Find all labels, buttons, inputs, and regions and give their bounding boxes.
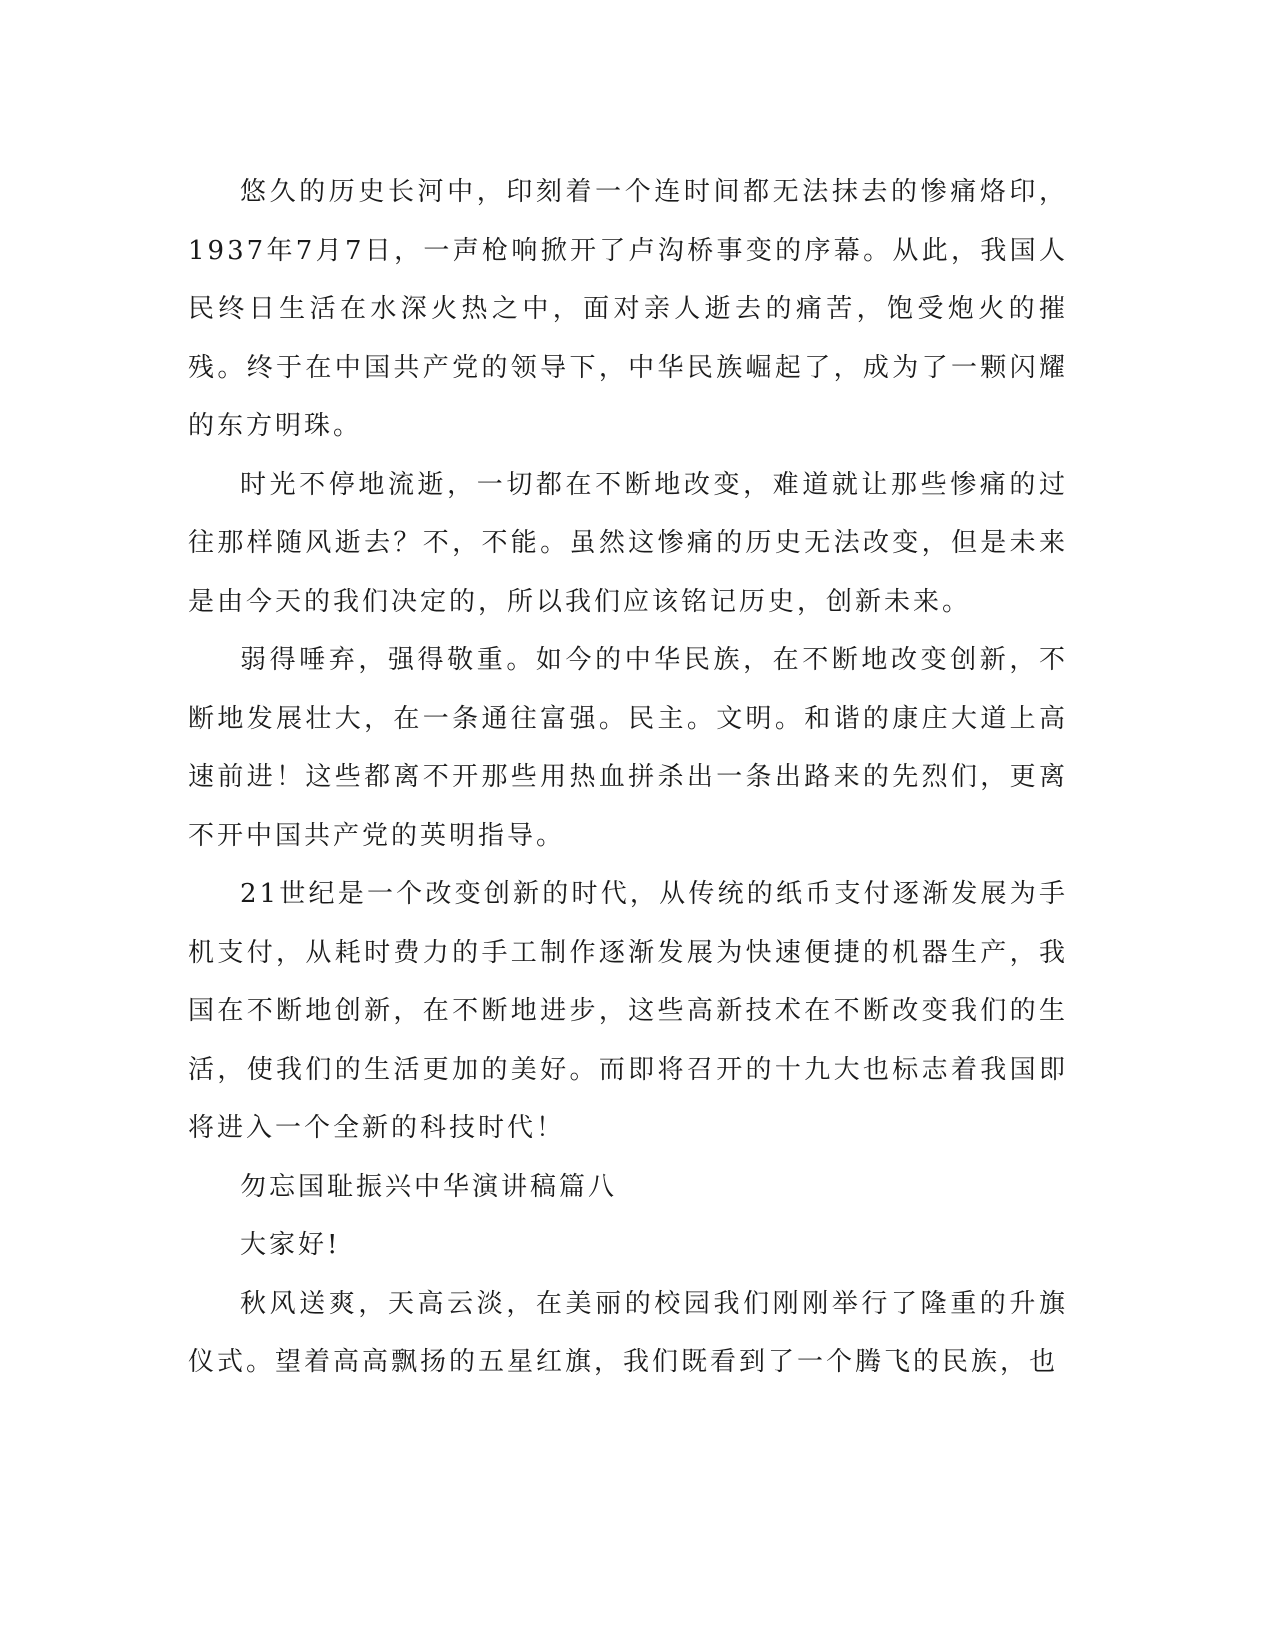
paragraph-flag-ceremony: 秋风送爽，天高云淡，在美丽的校园我们刚刚举行了隆重的升旗仪式。望着高高飘扬的五星红旗，我们既看到了一个腾飞的民族，也 (188, 1288, 1068, 1377)
section-heading: 勿忘国耻振兴中华演讲稿篇八 (240, 1171, 618, 1202)
document-body (188, 163, 1068, 1392)
greeting: 大家好! (240, 1230, 341, 1260)
paragraph-21st-century: 21世纪是一个改变创新的时代，从传统的纸币支付逐渐发展为手机支付，从耗时费力的手工制作逐渐发展为快速便捷的机器生产，我国在不断地创新，在不断地进步，这些高新技术在不断改变我们的生活，使我们的生活更加的美好。而即将召开的十九大也标志着我国即将进入一个全新的科技时代！ (188, 879, 1068, 1143)
paragraph-history: 悠久的历史长河中，印刻着一个连时间都无法抹去的惨痛烙印，1937年7月7日，一声枪响掀开了卢沟桥事变的序幕。从此，我国人民终日生活在水深火热之中，面对亲人逝去的痛苦，饱受炮火的摧残。终于在中国共产党的领导下，中华民族崛起了，成为了一颗闪耀的东方明珠。 (188, 177, 1068, 441)
paragraph-time-passing: 时光不停地流逝，一切都在不断地改变，难道就让那些惨痛的过往那样随风逝去？不，不能。虽然这惨痛的历史无法改变，但是未来是由今天的我们决定的，所以我们应该铭记历史，创新未来。 (188, 469, 1068, 617)
paragraph-national-rise: 弱得唾弃，强得敬重。如今的中华民族，在不断地改变创新，不断地发展壮大，在一条通往富强。民主。文明。和谐的康庄大道上高速前进！这些都离不开那些用热血拼杀出一条出路来的先烈们，更离不开中国共产党的英明指导。 (188, 645, 1068, 851)
